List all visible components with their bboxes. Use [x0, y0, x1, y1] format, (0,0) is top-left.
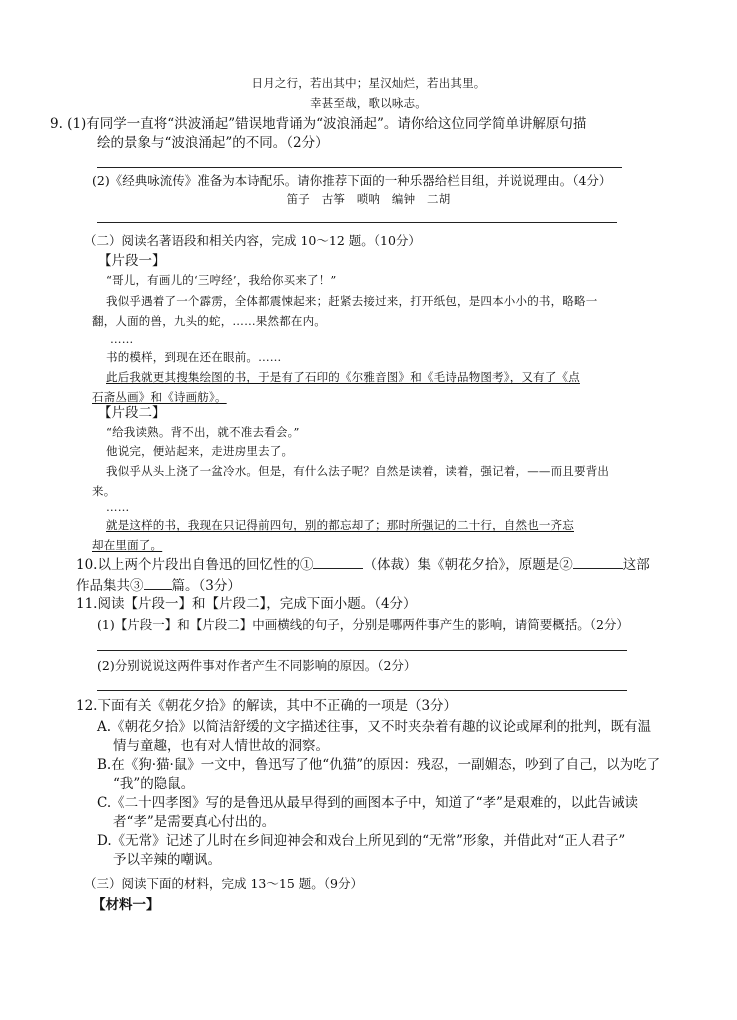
q12-option-d-line2: 予以辛辣的嘲讽。	[113, 852, 221, 868]
fragment1-line: “哥儿，有画儿的‘三哼经’，我给你买来了！”	[106, 273, 337, 287]
fragment2-underlined-line: 却在里面了。	[92, 538, 163, 552]
q11-part2-answer-line[interactable]	[97, 690, 627, 691]
q10-blank-2[interactable]	[573, 556, 623, 569]
fragment2-line: 他说完，便站起来，走进房里去了。	[106, 444, 294, 458]
material1-label: 【材料一】	[92, 897, 160, 913]
fragment2-underlined-line: 就是这样的书，我现在只记得前四句，别的都忘却了；那时所强记的二十行，自然也一齐忘	[106, 518, 574, 532]
fragment1-line: 书的模样，到现在还在眼前。……	[106, 350, 282, 364]
q10-text-a: 10.以上两个片段出自鲁迅的回忆性的①	[76, 557, 314, 573]
fragment1-underlined-line: 石斋丛画》和《诗画舫》。	[92, 390, 227, 404]
q12-option-d-line1: D.《无常》记述了儿时在乡间迎神会和戏台上所见到的“无常”形象，并借此对“正人君子”	[97, 833, 626, 849]
fragment1-line: 翻，人面的兽，九头的蛇，……果然都在内。	[92, 314, 326, 328]
q10-blank-3[interactable]	[144, 577, 172, 590]
q9-part2-line1: (2)《经典咏流传》准备为本诗配乐。请你推荐下面的一种乐器给栏目组，并说说理由。（4分）	[92, 173, 612, 188]
q10-text-e: 篇。（3分）	[171, 578, 241, 594]
q12-option-a-line2: 情与童趣，也有对人情世故的洞察。	[113, 738, 329, 754]
q10-blank-1[interactable]	[313, 556, 363, 569]
q9-part1-answer-line[interactable]	[97, 167, 622, 168]
q9-instruments: 笛子 古筝 唢呐 编钟 二胡	[286, 192, 451, 206]
q10-line2	[76, 577, 241, 595]
q10-text-c: 这部	[622, 557, 650, 573]
q11-stem: 11.阅读【片段一】和【片段二】，完成下面小题。（4分）	[76, 596, 417, 612]
q12-stem: 12.下面有关《朝花夕拾》的解读，其中不正确的一项是（3分）	[76, 698, 458, 714]
poem-line-2: 幸甚至哉，歌以咏志。	[310, 96, 427, 110]
fragment2-line: 我似乎从头上浇了一盆冷水。但是，有什么法子呢？自然是读着，读着，强记着，——而且要背出	[106, 464, 610, 478]
q9-part2-answer-line[interactable]	[97, 222, 617, 223]
q12-option-c-line2: 者“孝”是需要真心付出的。	[113, 814, 276, 830]
q11-part1-answer-line[interactable]	[97, 650, 627, 651]
section3-heading: （三）阅读下面的材料，完成 13～15 题。（9分）	[84, 876, 363, 891]
q10-text-d: 作品集共③	[76, 578, 144, 594]
poem-line-1: 日月之行，若出其中；星汉灿烂，若出其里。	[251, 76, 486, 90]
fragment2-label: 【片段二】	[98, 405, 166, 421]
q12-option-b-line1: B.在《狗·猫·鼠》一文中，鲁迅写了他“仇猫”的原因：残忍，一副媚态，吵到了自己，以为吃了	[97, 757, 661, 773]
fragment1-line: ……	[110, 332, 134, 346]
fragment2-line: “给我读熟。背不出，就不准去看会。”	[106, 425, 300, 439]
fragment2-line: 来。	[92, 484, 116, 498]
q9-part1-line2: 绘的景象与“波浪涌起”的不同。（2分）	[97, 135, 329, 151]
fragment1-label: 【片段一】	[98, 253, 166, 269]
q9-part1-line1: 9. (1)有同学一直将“洪波涌起”错误地背诵为“波浪涌起”。请你给这位同学简单讲解原句描	[50, 116, 587, 132]
q10-line1	[76, 556, 650, 574]
q10-text-b: （体裁）集《朝花夕拾》，原题是②	[363, 557, 573, 573]
q11-part1: (1)【片段一】和【片段二】中画横线的句子，分别是哪两件事产生的影响，请简要概括。（2分）	[97, 617, 629, 632]
q12-option-b-line2: “我”的隐鼠。	[113, 776, 195, 792]
fragment1-underlined-line: 此后我就更其搜集绘图的书，于是有了石印的《尔雅音图》和《毛诗品物图考》，又有了《点	[106, 370, 580, 384]
section2-heading: （二）阅读名著语段和相关内容，完成 10～12 题。（10分）	[84, 233, 421, 248]
q12-option-a-line1: A.《朝花夕拾》以简洁舒缓的文字描述往事，又不时夹杂着有趣的议论或犀利的批判，既有温	[97, 719, 652, 735]
q12-option-c-line1: C.《二十四孝图》写的是鲁迅从最早得到的画图本子中，知道了“孝”是艰难的，以此告诫读	[97, 795, 638, 811]
q11-part2: (2)分别说说这两件事对作者产生不同影响的原因。（2分）	[97, 658, 417, 673]
fragment2-line: ……	[106, 500, 130, 514]
fragment1-line: 我似乎遇着了一个霹雳，全体都震悚起来；赶紧去接过来，打开纸包，是四本小小的书，略略一	[106, 294, 598, 308]
